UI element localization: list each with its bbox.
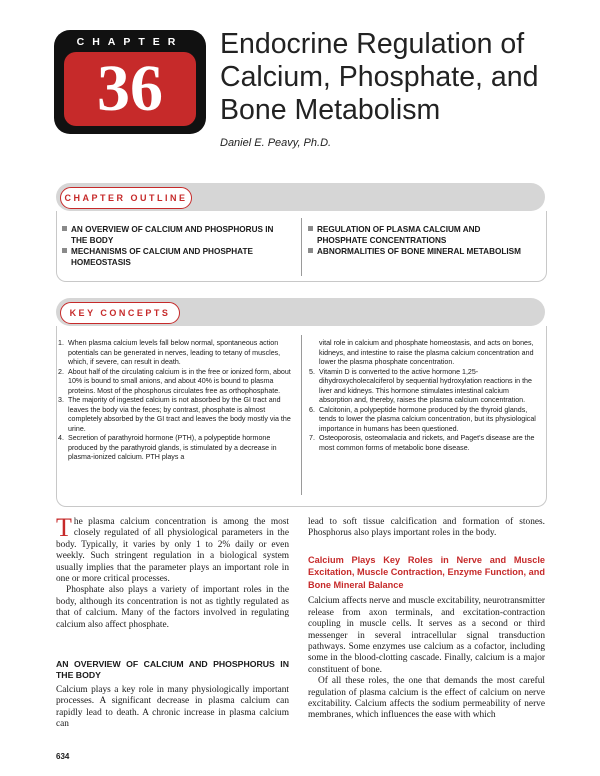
key-concept-item [58, 368, 293, 397]
key-concept-item [309, 406, 541, 435]
body-paragraph [56, 513, 289, 585]
key-concept-text: About half of the circulating calcium is in the free or ionized form, about 10% is bound to small anions, and about 40% is bound to plasma proteins. Most of the phosphorus circulates free as orthophosphate. [68, 367, 291, 395]
key-concept-text: Osteoporosis, osteomalacia and rickets, and Paget's disease are the most common forms of metabolic bone disease. [319, 434, 535, 452]
body-column-right [308, 517, 545, 722]
outline-divider [301, 218, 302, 276]
outline-item[interactable] [308, 247, 538, 258]
key-concept-text: Secretion of parathyroid hormone (PTH), a polypeptide hormone produced by the parathyroid glands, is stimulated by a decrease in plasma-ionized calcium. PTH plays a [68, 434, 277, 461]
key-concept-continuation: vital role in calcium and phosphate homeostasis, and acts on bones, kidneys, and intestine to raise the plasma calcium concentration and lower the plasma phosphate concentration. [319, 339, 534, 366]
key-concept-text: Calcitonin, a polypeptide hormone produced by the thyroid glands, tends to lower the plasma calcium concentration, but its physiological importance in humans has been questioned. [319, 405, 536, 433]
chapter-badge [54, 30, 206, 134]
body-paragraph: Phosphate also plays a variety of important roles in the body, although its concentration is not as tightly regulated as that of calcium. Many of the factors involved in regulating calcium also affect phosphate. [56, 585, 289, 630]
section-heading: AN OVERVIEW OF CALCIUM AND PHOSPHORUS IN THE BODY [56, 659, 289, 681]
paragraph-text: he plasma calcium concentration is among the most closely regulated of all physiological parameters in the body. Typically, it varies by only 1 to 2% daily or even weekly. Such stringent regulation in a biological system usually implies that the parameter plays an important role in one or more critical processes. [56, 517, 289, 585]
key-concept-item [309, 368, 541, 406]
key-concept-number: 6. [309, 405, 315, 414]
bullet-square-icon [308, 226, 313, 231]
key-concept-number: 5. [309, 367, 315, 376]
key-concept-number: 3. [58, 396, 64, 404]
bullet-square-icon [62, 248, 67, 253]
author-name: Daniel E. Peavy, Ph.D. [220, 137, 332, 149]
key-concept-number: 1. [58, 339, 64, 347]
chapter-number-box [64, 52, 196, 126]
key-concept-item [58, 434, 293, 463]
subsection-heading: Calcium Plays Key Roles in Nerve and Muscle Excitation, Muscle Contraction, Enzyme Function, and Bone Mineral Balance [308, 554, 545, 590]
bullet-square-icon [62, 226, 67, 231]
key-concepts-right-column [309, 339, 541, 453]
chapter-number: 36 [97, 52, 163, 125]
body-paragraph: Calcium affects nerve and muscle excitability, neurotransmitter release from axon terminals, and excitation-contraction coupling in muscle cells. It serves as a second or third messenger in several intracellular signal transduction pathways. Some enzymes use calcium as a cofactor, including some in the blood-clotting cascade. Finally, calcium is a major constituent of bone. [308, 596, 545, 675]
outline-item-label: ABNORMALITIES OF BONE MINERAL METABOLISM [317, 247, 521, 256]
key-concept-number: 4. [58, 434, 64, 442]
outline-item-label: AN OVERVIEW OF CALCIUM AND PHOSPHORUS IN THE BODY [71, 225, 274, 245]
key-concepts-divider [301, 335, 302, 495]
key-concept-number: 7. [309, 434, 315, 442]
chapter-label: CHAPTER [76, 36, 184, 48]
key-concept-number: 2. [58, 367, 64, 376]
bullet-square-icon [308, 248, 313, 253]
key-concepts-heading: KEY CONCEPTS [60, 302, 180, 324]
key-concept-text: When plasma calcium levels fall below normal, spontaneous action potentials can be generated in nerves, leading to tetany of muscles, which, if severe, can result in death. [68, 339, 281, 366]
key-concepts-left-column [58, 339, 293, 463]
outline-item-label: MECHANISMS OF CALCIUM AND PHOSPHATE HOMEOSTASIS [71, 247, 253, 267]
chapter-title: Endocrine Regulation of Calcium, Phosphate, and Bone Metabolism [220, 28, 539, 126]
outline-item[interactable] [62, 225, 292, 246]
key-concept-text: Vitamin D is converted to the active hormone 1,25-dihydroxycholecalciferol by sequential hydroxylation reactions in the liver and kidneys. This hormone stimulates intestinal calcium absorption and, thereby, raises the plasma calcium concentration. [319, 367, 532, 404]
drop-cap: T [56, 513, 72, 542]
body-paragraph: Calcium plays a key role in many physiologically important processes. A significant decrease in plasma calcium can rapidly lead to death. A chronic increase in plasma calcium can [56, 685, 289, 730]
outline-item[interactable] [62, 247, 292, 268]
outline-item-label: REGULATION OF PLASMA CALCIUM AND PHOSPHATE CONCENTRATIONS [317, 225, 481, 245]
key-concept-item [58, 339, 293, 368]
outline-item[interactable] [308, 225, 538, 246]
body-column-left [56, 513, 289, 731]
key-concept-item [58, 396, 293, 434]
body-paragraph: lead to soft tissue calcification and formation of stones. Phosphorus also plays important roles in the body. [308, 517, 545, 539]
body-paragraph: Of all these roles, the one that demands the most careful regulation of plasma calcium is the effect of calcium on nerve excitability. Calcium affects the sodium permeability of nerve membranes, which influences the ease with which [308, 676, 545, 721]
outline-heading: CHAPTER OUTLINE [60, 187, 192, 209]
key-concept-text: The majority of ingested calcium is not absorbed by the GI tract and leaves the body via the feces; by contrast, phosphate is almost completely absorbed by the GI tract and leaves the body mostly via the urine. [68, 396, 291, 433]
page-number: 634 [56, 752, 70, 761]
key-concept-item [309, 434, 541, 453]
